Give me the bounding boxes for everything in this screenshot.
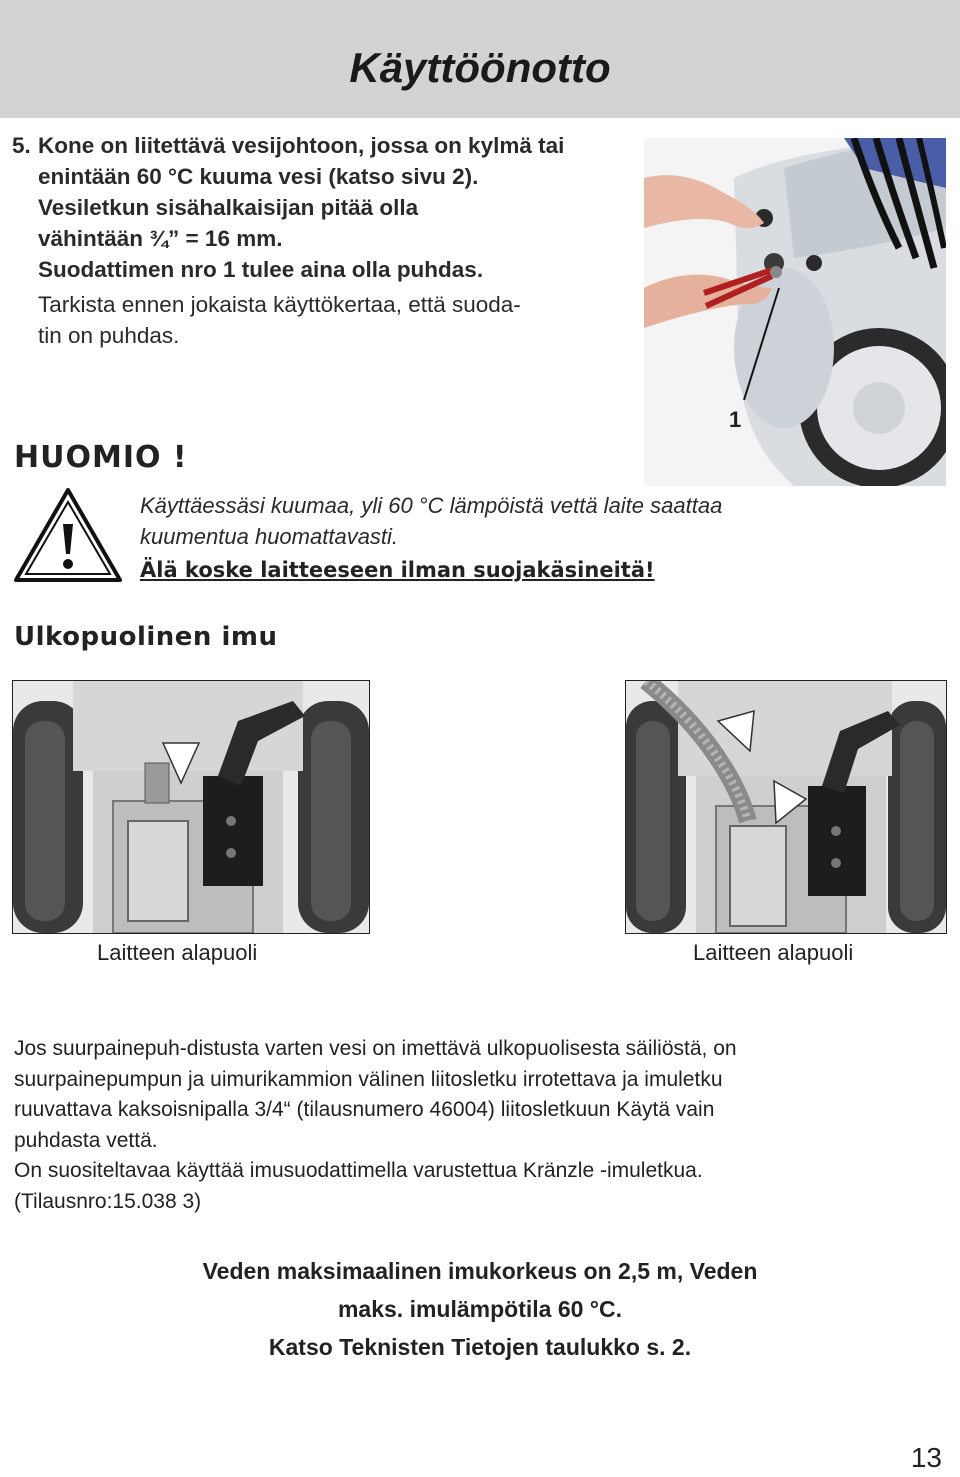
step-line: Suodattimen nro 1 tulee aina olla puhdas. <box>38 257 484 282</box>
step-line: enintään 60 °C kuuma vesi (katso sivu 2). <box>38 164 479 189</box>
body-line: (Tilausnro:15.038 3) <box>14 1189 202 1213</box>
step-text <box>38 130 648 351</box>
underside-photo-left <box>12 680 370 934</box>
photo-caption-right: Laitteen alapuoli <box>693 940 854 965</box>
body-line: suurpainepumpun ja uimurikammion välinen liitosletku irrotettava ja imuletku <box>14 1067 723 1091</box>
step-line: Vesiletkun sisähalkaisijan pitää olla <box>38 195 419 220</box>
section-title: Ulkopuolinen imu <box>14 622 278 652</box>
callout-number: 1 <box>729 407 742 432</box>
warning-line: kuumentua huomattavasti. <box>140 524 399 549</box>
warning-triangle-icon <box>12 486 124 584</box>
warning-emphasis: Älä koske laitteeseen ilman suojakäsineitä! <box>140 558 655 582</box>
underside-photo-right <box>625 680 947 934</box>
body-line: ruuvattava kaksoisnipalla 3/4“ (tilausnumero 46004) liitosletkuun Käytä vain <box>14 1098 715 1121</box>
body-line: puhdasta vettä. <box>14 1128 158 1152</box>
step-line: vähintään ¾” = 16 mm. <box>38 226 283 251</box>
photo-caption-left: Laitteen alapuoli <box>97 940 258 965</box>
filter-removal-photo <box>644 138 946 486</box>
step-check-line: Tarkista ennen jokaista käyttökertaa, että suoda- <box>38 292 521 317</box>
page-title: Käyttöönotto <box>349 44 611 91</box>
note-line: Katso Teknisten Tietojen taulukko s. 2. <box>268 1334 692 1360</box>
underside-photo-right-image <box>626 681 946 933</box>
step-number: 5. <box>12 133 31 158</box>
warning-line: Käyttäessäsi kuumaa, yli 60 °C lämpöistä vettä laite saattaa <box>140 493 723 518</box>
suction-note <box>0 1256 960 1370</box>
body-line: On suositeltavaa käyttää imusuodattimella varustettua Kränzle -imuletkua. <box>14 1159 703 1182</box>
page-header <box>0 0 960 118</box>
page-number: 13 <box>910 1442 942 1473</box>
note-line: Veden maksimaalinen imukorkeus on 2,5 m, Veden <box>202 1258 758 1284</box>
underside-photo-left-image <box>13 681 369 933</box>
step-check-line: tin on puhdas. <box>38 323 180 348</box>
body-line: Jos suurpainepuh-distusta varten vesi on imettävä ulkopuolisesta säiliöstä, on <box>14 1037 737 1060</box>
note-line: maks. imulämpötila 60 °C. <box>337 1296 623 1322</box>
step-line: Kone on liitettävä vesijohtoon, jossa on kylmä tai <box>38 133 565 158</box>
warning-text <box>140 490 860 552</box>
warning-heading: HUOMIO ! <box>14 440 188 475</box>
body-paragraph <box>14 1034 944 1217</box>
